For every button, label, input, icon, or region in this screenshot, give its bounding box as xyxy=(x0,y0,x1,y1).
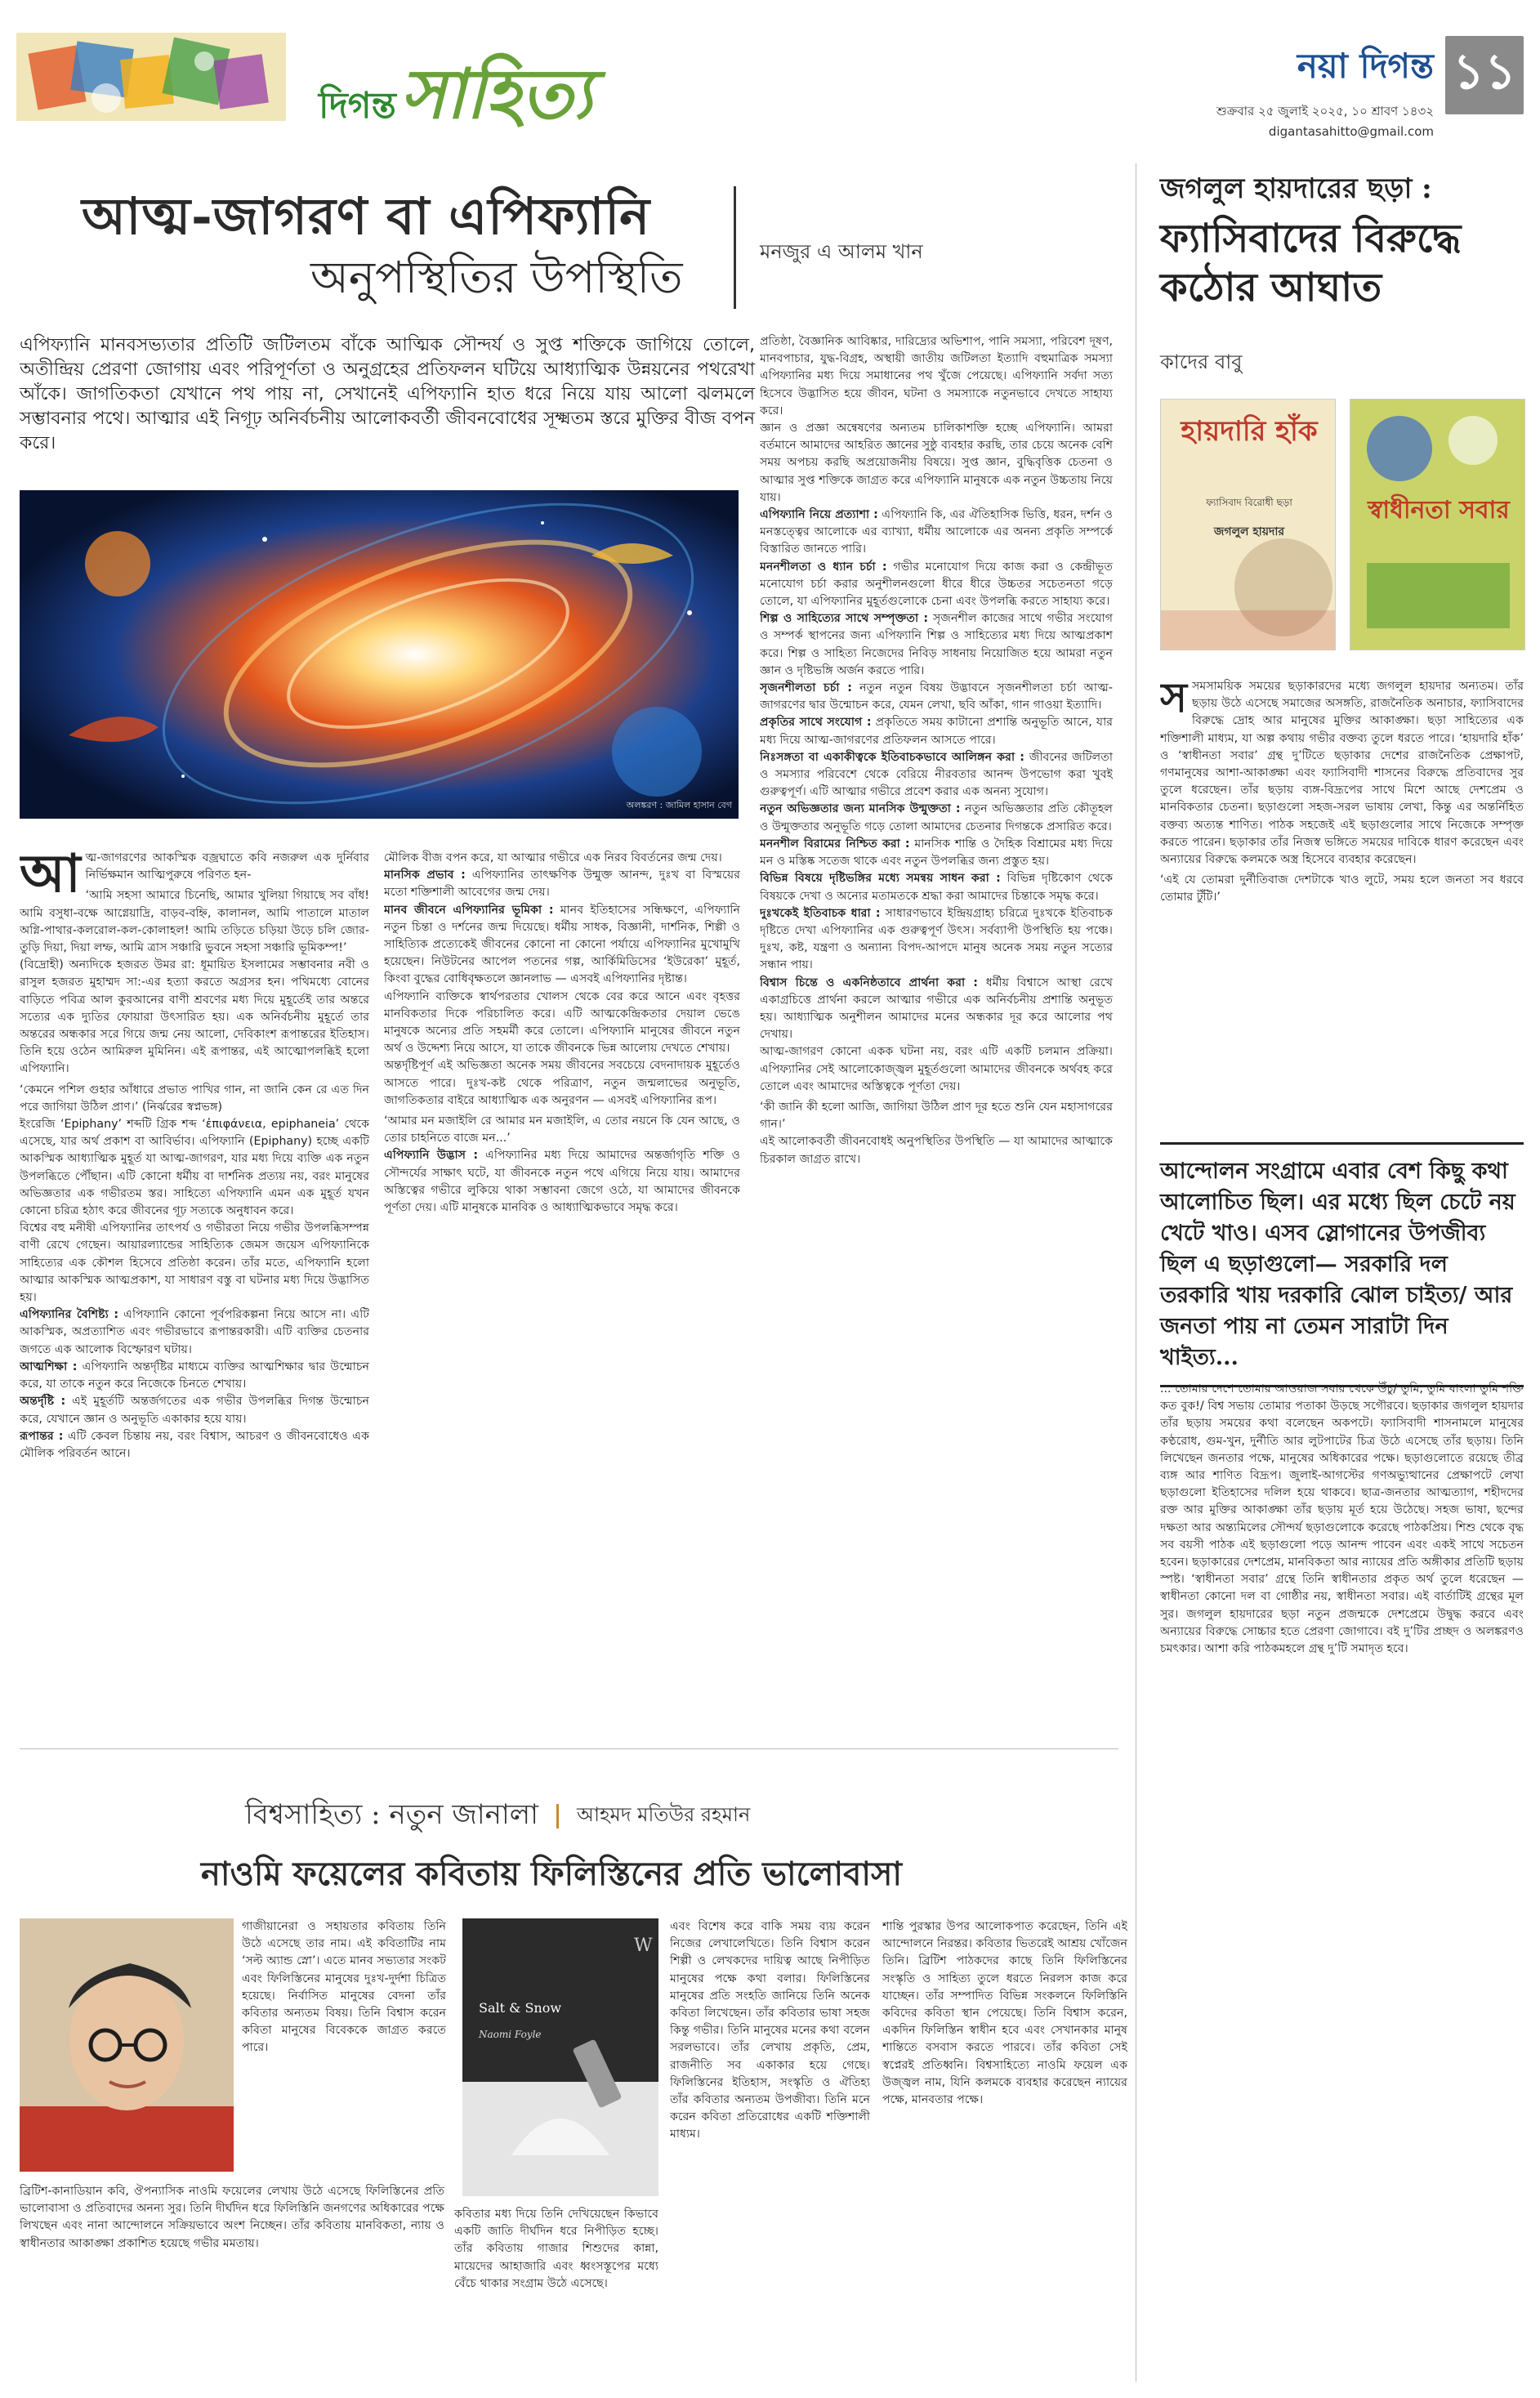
world-lit-column-4: শান্তি পুরস্কার উপর আলোকপাত করেছেন, তিনি এই আন্দোলনে নিরন্তর। কবিতার ভিতরেই আশ্রয় খোঁজেন তিনি। ব্রিটিশ পাঠকদের কাছে তিনি ফিলিস্তিনের সংস্কৃতি ও সাহিত্য তুলে ধরতে নিরলস কাজ করে যাচ্ছেন। তাঁর সম্পাদিত বিভিন্ন সংকলনে ফিলিস্তিনি কবিদের কবিতা স্থান পেয়েছে। তিনি বিশ্বাস করেন, একদিন ফিলিস্তিন স্বাধীন হবে এবং সেখানকার মানুষ শান্তিতে বসবাস করতে পারবে। তাঁর কবিতা সেই স্বপ্নেরই প্রতিধ্বনি। বিশ্বসাহিত্যে নাওমি ফয়েল এক উজ্জ্বল নাম, যিনি কলমকে ব্যবহার করেছেন ন্যায়ের পক্ষে, মানবতার পক্ষে। xyxy=(882,1920,1127,2107)
paragraph: এটি কেবল চিন্তায় নয়, বরং বিশ্বাস, আচরণ ও জীবনবোধেও এক মৌলিক পরিবর্তন আনে। xyxy=(20,1429,369,1460)
section-logo-prefix: দিগন্ত xyxy=(319,85,396,127)
subheading: এপিফ্যানি উদ্ভাস : xyxy=(384,1149,479,1163)
subheading: রূপান্তর : xyxy=(20,1429,64,1443)
paragraph: এই আলোকবর্তী জীবনবোধই অনুপস্থিতির উপস্থিতি — যা আমাদের আত্মাকে চিরকাল জাগ্রত রাখে। xyxy=(760,1135,1113,1166)
subheading: বিভিন্ন বিষয়ে দৃষ্টিভঙ্গির মধ্যে সমন্বয় সাধন করা : xyxy=(760,872,1001,886)
subheading: প্রকৃতির সাথে সংযোগ : xyxy=(760,716,872,730)
paragraph: এপিফ্যানি ব্যক্তিকে স্বার্থপরতার খোলস থেকে বের করে আনে এবং বৃহত্তর মানবিকতার দিকে পরিচালিত করে। এটি আত্মকেন্দ্রিকতার দেয়াল ভেঙে মানুষকে অন্যের প্রতি সহমর্মী করে তোলে। এপিফ্যানি মানুষের জীবনে নতুন অর্থ ও উদ্দেশ্য নিয়ে আসে, যা তাকে জীবনকে ভিন্ন আলোয় দেখতে শেখায়। xyxy=(384,989,740,1056)
author-photo xyxy=(20,1918,234,2172)
paragraph: মানব ইতিহাসের সন্ধিক্ষণে, এপিফ্যানি নতুন চিন্তা ও দর্শনের জন্ম দিয়েছে। ধর্মীয় সাধক, বিজ্ঞানী, দার্শনিক, শিল্পী ও সাহিত্যিক প্রত্যেকেই জীবনের কোনো না কোনো পর্যায়ে এপিফ্যানির মুখোমুখি হয়েছেন। নিউটনের আপেল পতনের গল্প, আর্কিমিডিসের ‘ইউরেকা’ মুহূর্ত, কিংবা বুদ্ধের বোধিবৃক্ষতলে জ্ঞানলাভ — এসবই এপিফ্যানির দৃষ্টান্ত। xyxy=(384,903,740,986)
paragraph: ত্ম-জাগরণের আকস্মিক বজ্রঘাতে কবি নজরুল এক দুর্নিবার নির্ভিক্ষমান আত্মিপুরুষে পরিণত হন- xyxy=(85,851,369,882)
svg-text:W: W xyxy=(634,1936,653,1956)
masthead xyxy=(16,33,1524,139)
paragraph: বিভিন্ন দৃষ্টিকোণ থেকে বিষয়কে দেখা ও অন্যের মতামতকে শ্রদ্ধা করা আমাদের চিন্তাকে সমৃদ্ধ করে। xyxy=(760,872,1113,903)
review-body-1 xyxy=(1160,678,1524,1119)
lead-author: মনজুর এ আলম খান xyxy=(760,240,923,263)
book-title: স্বাধীনতা সবার xyxy=(1368,496,1510,525)
poem-quote: ‘আমি সহসা আমারে চিনেছি, আমার খুলিয়া গিয়াছে সব বাঁধ! আমি বসুধা-বক্ষে আগ্নেয়াদ্রি, বাড়ব-বহ্নি, কালানল, আমি পাতালে মাতাল অগ্নি-পাথার-কলরোল-কল-কোলাহল! আমি তড়িতে চড়িয়া উড়ে চলি জোর-তুড়ি দিয়া, দিয়া লম্ফ, আমি ত্রাস সঞ্চারি ভুবনে সহসা সঞ্চারি ভূমিকম্প!’ xyxy=(20,889,369,955)
page-number: ১১ xyxy=(1445,36,1524,114)
paragraph: নতুন নতুন বিষয় উদ্ভাবনে সৃজনশীলতা চর্চা আত্ম-জাগরণের দ্বার উন্মোচন করে, যেমন লেখা, ছবি আঁকা, গান গাওয়া ইত্যাদি। xyxy=(760,681,1113,712)
lead-column-1 xyxy=(20,850,369,1728)
paragraph: প্রতিষ্ঠা, বৈজ্ঞানিক আবিষ্কার, দারিদ্র্যের অভিশাপ, পানি সমস্যা, পরিবেশ দূষণ, মানবপাচার, যুদ্ধ-বিগ্রহ, অস্থায়ী জাতীয় জটিলতা ইত্যাদি বহুমাত্রিক সমস্যা এপিফ্যানির মধ্য দিয়ে সমাধানের পথ খুঁজে পেয়েছে। এপিফ্যানি সর্বদা সত্য হিসেবে উদ্ভাসিত হয়ে জীবন, ঘটনা ও সমস্যাকে নতুনভাবে দেখতে সাহায্য করে। xyxy=(760,335,1113,418)
book-title: Salt & Snow xyxy=(479,2000,562,2016)
drop-cap: আ xyxy=(20,850,81,904)
book-subtitle: ফ্যাসিবাদ বিরোধী ছড়া xyxy=(1206,497,1292,508)
paragraph: এপিফ্যানি অন্তর্দৃষ্টির মাধ্যমে ব্যক্তির আত্মশিক্ষার দ্বার উন্মোচন করে, যা তাকে নতুন করে নিজেকে চিনতে শেখায়। xyxy=(20,1360,369,1391)
paragraph: ইংরেজি ‘Epiphany’ শব্দটি গ্রিক শব্দ ‘ἐπιφάνεια, epiphaneia’ থেকে এসেছে, যার অর্থ প্রকাশ বা আবির্ভাব। এপিফ্যানি (Epiphany) হচ্ছে একটি আকস্মিক আধ্যাত্মিক মুহূর্ত যা আত্ম-জাগরণ, যার মধ্য দিয়ে ব্যক্তি এক নতুন উপলব্ধিতে পৌঁছান। এটি কোনো ধর্মীয় বা দার্শনিক প্রত্যয় নয়, বরং মানুষের অভিজ্ঞতার এক গভীরতম স্তর। সাহিত্যে এপিফ্যানি এমন এক মুহূর্ত যখন কোনো চরিত্র হঠাৎ করে জীবনের গূঢ় সত্যকে অনুধাবন করে। xyxy=(20,1118,369,1218)
section-logo-main: সাহিত্য xyxy=(400,53,593,134)
world-lit-author: আহমদ মতিউর রহমান xyxy=(576,1803,751,1826)
paragraph: এই মুহূর্তটি অন্তর্জগতের এক গভীর উপলব্ধির দিগন্ত উন্মোচন করে, যেখানে জ্ঞান ও অনুভূতি একাকার হয়ে যায়। xyxy=(20,1395,369,1426)
paragraph: এপিফ্যানি কোনো পূর্বপরিকল্পনা নিয়ে আসে না। এটি আকস্মিক, অপ্রত্যাশিত এবং গভীরভাবে রূপান্তরকারী। এটি ব্যক্তির চেতনার জগতে এক আলোক বিস্ফোরণ ঘটায়। xyxy=(20,1308,369,1356)
paragraph: গভীর মনোযোগ দিয়ে কাজ করা ও কেন্দ্রীভূত মনোযোগ চর্চা করার অনুশীলনগুলো ধীরে ধীরে উচ্চতর সচেতনতা গড়ে তোলে, যা এপিফ্যানির মুহূর্তগুলোকে চেনা এবং উপলব্ধি করতে সাহায্য করে। xyxy=(760,560,1113,609)
subheading: শিল্প ও সাহিত্যের সাথে সম্পৃক্ততা : xyxy=(760,612,929,626)
drop-cap: স xyxy=(1160,678,1188,721)
world-lit-column-2: গাজীয়ানেরা ও সহায়তার কবিতায় তিনি উঠে এসেছে তার নাম। এই কবিতাটির নাম ‘সল্ট অ্যান্ড স্নো’। এতে মানব সভ্যতার সংকট এবং ফিলিস্তিনের মানুষের দুঃখ-দুর্দশা চিত্রিত হয়েছে। নির্বাসিত মানুষের বেদনা তাঁর কবিতার অন্যতম বিষয়। তিনি বিশ্বাস করেন কবিতা মানুষের বিবেককে জাগ্রত করতে পারে। xyxy=(242,1920,446,2055)
review-body-2 xyxy=(1160,1381,1524,2382)
book-cover-swadhinata-sobar xyxy=(1350,399,1525,650)
book-author: Naomi Foyle xyxy=(479,2029,542,2040)
subheading: নিঃসঙ্গতা বা একাকীত্বকে ইতিবাচকভাবে আলিঙ্গন করা : xyxy=(760,750,1024,764)
section-banner-art xyxy=(16,33,286,121)
world-lit-column-3: এবং বিশেষ করে বাকি সময় ব্যয় করেন নিজের লেখালেখিতে। তিনি বিশ্বাস করেন শিল্পী ও লেখকদের দায়িত্ব আছে নিপীড়িত মানুষের পক্ষে কথা বলার। ফিলিস্তিনের মানুষের প্রতি সংহতি জানিয়ে তিনি অনেক কবিতা লিখেছেন। তাঁর কবিতার ভাষা সহজ কিন্তু গভীর। তিনি মানুষের মনের কথা বলেন সরলভাবে। তাঁর লেখায় প্রকৃতি, প্রেম, রাজনীতি সব একাকার হয়ে গেছে। ফিলিস্তিনের ইতিহাস, সংস্কৃতি ও ঐতিহ্য তাঁর কবিতার অন্যতম উপজীব্য। তিনি মনে করেন কবিতা প্রতিরোধের একটি শক্তিশালী মাধ্যম। xyxy=(670,1920,870,2141)
paragraph: জীবনের জটিলতা ও সমস্যার পরিবেশে থেকে বেরিয়ে নীরবতার আনন্দ উপভোগ করা খুবই গুরুত্বপূর্ণ। এটি আত্মার গভীরে প্রবেশ করার এক অনন্য সুযোগ। xyxy=(760,750,1113,799)
world-lit-kicker xyxy=(245,1793,750,1840)
world-lit-column-2b: কবিতার মধ্য দিয়ে তিনি দেখিয়েছেন কিভাবে একটি জাতি দীর্ঘদিন ধরে নিপীড়িত হচ্ছে। তাঁর কবিতায় গাজার শিশুদের কান্না, মায়েদের আহাজারি এবং ধ্বংসস্তূপের মধ্যে বেঁচে থাকার সংগ্রাম উঠে এসেছে। xyxy=(454,2208,658,2290)
lead-title-divider xyxy=(734,186,736,309)
section-email: digantasahitto@gmail.com xyxy=(1268,124,1434,139)
book-cover-salt-snow xyxy=(462,1918,658,2196)
paragraph: জ্ঞান ও প্রজ্ঞা অন্বেষণের অন্যতম চালিকাশক্তি হচ্ছে এপিফ্যানি। আমরা বর্তমানে আমাদের আহরিত জ্ঞানের সুষ্ঠু ব্যবহার করছি, তার চেয়ে অনেক বেশি সময় অপচয় করছি অপ্রয়োজনীয় বিষয়ে। সুপ্ত জ্ঞান, বুদ্ধিবৃত্তিক চেতনা ও আত্মার সুপ্ত শক্তিকে জাগ্রত করে এপিফ্যানি মানুষকে এক নতুন উচ্চতায় নিয়ে যায়। xyxy=(760,422,1113,504)
paragraph: এপিফ্যানির তাৎক্ষণিক উন্মুক্ত আনন্দ, দুঃখ বা বিস্ময়ের মতো শক্তিশালী আবেগের জন্ম দেয়। xyxy=(384,869,740,900)
paragraph: সৃজনশীল কাজের সাথে গভীর সংযোগ ও সম্পর্ক স্থাপনের জন্য এপিফ্যানি শিল্প ও সাহিত্যের মধ্য দিয়ে আত্মপ্রকাশ করে। শিল্প ও সাহিত্য নিজেদের নিবিড় সাধনায় নিয়োজিত হয়ে আমরা নতুন জ্ঞান ও দৃষ্টিভঙ্গি অর্জন করতে পারি। xyxy=(760,612,1113,677)
subheading: মননশীলতা ও ধ্যান চর্চা : xyxy=(760,560,887,574)
subheading: এপিফ্যানির বৈশিষ্ট্য : xyxy=(20,1308,118,1322)
paragraph: মানসিক শান্তি ও দৈহিক বিশ্রামের মধ্য দিয়ে মন ও মস্তিষ্ক সতেজ থাকে এবং নতুন উপলব্ধির জন্য প্রস্তুত হয়। xyxy=(760,837,1113,869)
paragraph: (বিদ্রোহী) অন্যদিকে হজরত উমর রা: ধূমায়িত ইসলামের সম্ভাবনার নবী ও রাসুল হজরত মুহাম্মদ সা:-এর হত্যা করতে অগ্রসর হন। পথিমধ্যে বোনের বাড়িতে পবিত্র আল কুরআনের বাণী শ্রবণের মধ্য দিয়ে মুহূর্তেই তার অন্তরে সত্যের এক দ্যুতির ফোয়ারা উৎসারিত হয়। এক অনির্বচনীয় মুহূর্তে তার অন্তরের অন্ধকার সরে গিয়ে জন্ম নেয় আলো, দেবিকাংশ রূপান্তরের ইতিহাস। তিনি হয়ে ওঠেন আমিরুল মুমিনিন। এই রূপান্তর, এই আত্মোপলব্ধিই হলো এপিফ্যানি। xyxy=(20,958,369,1076)
issue-date: শুক্রবার ২৫ জুলাই ২০২৫, ১০ শ্রাবণ ১৪৩২ xyxy=(1216,104,1434,118)
paragraph: আত্ম-জাগরণ কোনো একক ঘটনা নয়, বরং এটি একটি চলমান প্রক্রিয়া। এপিফ্যানির সেই আলোকোজ্জ্বল মুহূর্তগুলো আমাদের জীবনকে অর্থবহ করে তোলে এবং আমাদের অস্তিত্বকে পূর্ণতা দেয়। xyxy=(760,1045,1113,1093)
paragraph: ধর্মীয় বিশ্বাসে আস্থা রেখে একাগ্রচিত্তে প্রার্থনা করলে আত্মার গভীরে এক অনির্বচনীয় প্রশান্তি অনুভূত হয়। আধ্যাত্মিক অনুশীলন আমাদের মনের অন্ধকার দূর করে আলোর পথ দেখায়। xyxy=(760,976,1113,1042)
poem-quote: ‘কেমনে পশিল গুহার আঁধারে প্রভাত পাখির গান, না জানি কেন রে এত দিন পরে জাগিয়া উঠিল প্রাণ।’ (নির্ঝরের স্বপ্নভঙ্গ) xyxy=(20,1083,369,1114)
review-kicker: জগলুল হায়দারের ছড়া : xyxy=(1160,172,1432,205)
paragraph: সমসাময়িক সময়ের ছড়াকারদের মধ্যে জগলুল হায়দার অন্যতম। তাঁর ছড়ায় উঠে এসেছে সমাজের অসঙ্গতি, রাজনৈতিক অনাচার, ফ্যাসিবাদের বিরুদ্ধে দ্রোহ আর মানুষের মুক্তির আকাঙ্ক্ষা। ছড়া সাহিত্যের এক শক্তিশালী মাধ্যম, যা অল্প কথায় গভীর বক্তব্য তুলে ধরতে পারে। ‘হায়দারি হাঁক’ ও ‘স্বাধীনতা সবার’ গ্রন্থ দু’টিতে ছড়াকার দেশের রাজনৈতিক প্রেক্ষাপট, গণমানুষের আশা-আকাঙ্ক্ষা এবং ফ্যাসিবাদী শাসনের বিরুদ্ধে প্রতিবাদের সুর তুলে ধরেছেন। তাঁর ছড়ায় ব্যঙ্গ-বিদ্রূপের সাথে মিশে আছে দেশপ্রেম ও মানবিকতার চেতনা। ছড়াগুলো সহজ-সরল ভাষায় লেখা, কিন্তু এর অন্তর্নিহিত বক্তব্য অত্যন্ত শাণিত। পাঠক সহজেই এই ছড়াগুলোর সাথে নিজেকে সম্পৃক্ত করতে পারেন। ছড়াকার তাঁর নিজস্ব ভঙ্গিতে সময়ের দাবিকে ধারণ করেছেন এবং অন্যায়ের বিরুদ্ধে কলমকে অস্ত্র হিসেবে ব্যবহার করেছেন। xyxy=(1160,680,1524,867)
paper-name: নয়া দিগন্ত xyxy=(1297,46,1434,86)
paragraph: এপিফ্যানির মধ্য দিয়ে আমাদের অন্তর্জাগৃতি শক্তি ও সৌন্দর্যের সাক্ষাৎ ঘটে, যা জীবনকে নতুন পথে এগিয়ে নিয়ে যায়। আমাদের অস্তিত্বের গভীরে লুকিয়ে থাকা সম্ভাবনা জেগে ওঠে, যা আমাদের জীবনকে পূর্ণতা দেয়। এটি মানুষকে মানবিক ও আধ্যাত্মিকভাবে সমৃদ্ধ করে। xyxy=(384,1149,740,1215)
poem-quote: ‘কী জানি কী হলো আজি, জাগিয়া উঠিল প্রাণ দূর হতে শুনি যেন মহাসাগরের গান।’ xyxy=(760,1100,1113,1132)
lead-title-line2: অনুপস্থিতির উপস্থিতি xyxy=(310,252,683,303)
world-lit-title: নাওমি ফয়েলের কবিতায় ফিলিস্তিনের প্রতি ভালোবাসা xyxy=(201,1855,902,1893)
book-title: হায়দারি হাঁক xyxy=(1181,415,1318,448)
subheading: নতুন অভিজ্ঞতার জন্য মানসিক উন্মুক্ততা : xyxy=(760,802,961,816)
paragraph: বিশ্বের বহু মনীষী এপিফ্যানির তাৎপর্য ও গভীরতা নিয়ে গভীর উপলব্ধিসম্পন্ন বাণী রেখে গেছেন। আয়ারল্যান্ডের সাহিত্যিক জেমস জয়েস এপিফ্যানিকে সাহিত্যের এক কৌশল হিসেবে প্রতিষ্ঠা করেন। তাঁর মতে, এপিফ্যানি হলো আত্মার আকস্মিক আত্মপ্রকাশ, যা সাধারণ বস্তু বা ঘটনার মধ্য দিয়ে উদ্ভাসিত হয়। xyxy=(20,1221,369,1305)
paper-info xyxy=(1216,39,1434,139)
paragraph: এপিফ্যানি কি, এর ঐতিহাসিক ভিত্তি, ধরন, দর্শন ও মনস্তত্ত্বের আলোকে এর ব্যাখ্যা, ধর্মীয় আলোকে এর অনন্য প্রকৃতি সম্পর্কে বিস্তারিত জানতে পারি। xyxy=(760,508,1113,556)
poem-quote: ‘এই যে তোমরা দুর্নীতিবাজ দেশটাকে খাও লুটে, সময় হলে জনতা সব ধরবে তোমার টুঁটি।’ xyxy=(1160,873,1524,904)
section-divider xyxy=(20,1748,1118,1749)
kicker-divider xyxy=(556,1804,559,1829)
subheading: মানসিক প্রভাব : xyxy=(384,869,466,882)
subheading: আত্মশিক্ষা : xyxy=(20,1360,78,1373)
illustration-caption: অলঙ্করণ : জামিল হাসান বেগ xyxy=(626,800,732,810)
lead-illustration xyxy=(20,490,739,819)
paragraph: প্রকৃতিতে সময় কাটানো প্রশান্তি অনুভূতি আনে, যার মধ্য দিয়ে আত্ম-জাগরণের প্রতিফলন আসতে পারে। xyxy=(760,716,1113,747)
section-logo xyxy=(319,41,592,156)
subheading: বিশ্বাস চিন্তে ও একনিষ্ঠতাবে প্রার্থনা করা : xyxy=(760,976,978,989)
world-lit-kicker-label: বিশ্বসাহিত্য : নতুন জানালা xyxy=(245,1798,538,1831)
poem-quote: ‘আমার মন মজাইলি রে আমার মন মজাইলি, এ তোর নয়নে কি যেন আছে, ও তোর চাহনিতে বাজে মন...’ xyxy=(384,1114,740,1145)
subheading: অন্তর্দৃষ্টি : xyxy=(20,1395,66,1409)
subheading: মননশীল বিরামের নিশ্চিত করা : xyxy=(760,837,910,851)
lead-column-3 xyxy=(760,333,1113,1728)
subheading: সৃজনশীলতা চর্চা : xyxy=(760,681,852,695)
lead-column-2 xyxy=(384,850,740,1728)
book-cover-haydari-hank xyxy=(1160,399,1336,650)
paragraph: নতুন অভিজ্ঞতার প্রতি কৌতূহল ও উন্মুক্ততার অনুভূতি গড়ে তোলা আমাদের চেতনার দিগন্তকে প্রসারিত করে। xyxy=(760,802,1113,833)
subheading: এপিফ্যানি নিয়ে প্রত্যাশা : xyxy=(760,508,878,522)
book-author: জগলুল হায়দার xyxy=(1213,525,1285,538)
world-lit-column-1: ব্রিটিশ-কানাডিয়ান কবি, ঔপন্যাসিক নাওমি ফয়েলের লেখায় উঠে এসেছে ফিলিস্তিনের প্রতি ভালোবাসা ও প্রতিবাদের অনন্য সুর। তিনি দীর্ঘদিন ধরে ফিলিস্তিনি জনগণের অধিকারের পক্ষে লিখছেন এবং নানা আন্দোলনে সক্রিয়ভাবে অংশ নিচ্ছেন। তাঁর কবিতায় মানবিকতা, ন্যায় ও স্বাধীনতার আকাঙ্ক্ষা প্রকাশিত হয়েছে গভীর মমতায়। xyxy=(20,2185,444,2250)
paragraph: অন্তর্দৃষ্টিপূর্ণ এই অভিজ্ঞতা অনেক সময় জীবনের সবচেয়ে বেদনাদায়ক মুহূর্তেও আসতে পারে। দুঃখ-কষ্ট থেকে পরিত্রাণ, নতুন জন্মলাভের অনুভূতি, জাগতিকতার বাইরে আধ্যাত্মিক এক অনুরণন — এসবই এপিফ্যানির রূপ। xyxy=(384,1059,740,1107)
pull-quote: আন্দোলন সংগ্রামে এবার বেশ কিছু কথা আলোচিত ছিল। এর মধ্যে ছিল চেটে নয় খেটে খাও। এসব স্লোগানের উপজীব্য ছিল এ ছড়াগুলো— সরকারি দল তরকারি খায় দরকারি ঝোল চাইত্য/ আর জনতা পায় না তেমন সারাটা দিন খাইত্য... xyxy=(1160,1142,1524,1387)
paragraph: ... তোমার দেশে তোমার আওয়াজ সবার থেকে উঁচু/ তুমি, তুমি বাংলা তুমি শক্তি কত বুক!/ বিশ্ব সভায় তোমার পতাকা উড়ছে সগৌরবে। ছড়াকার জগলুল হায়দার তাঁর ছড়ায় সময়ের কথা বলেছেন অকপটে। ফ্যাসিবাদী শাসনামলে মানুষের কণ্ঠরোধ, গুম-খুন, দুর্নীতি আর লুটপাটের চিত্র উঠে এসেছে তাঁর ছড়ায়। তিনি লিখেছেন জনতার পক্ষে, মানুষের অধিকারের পক্ষে। ছড়াগুলোতে রয়েছে তীব্র ব্যঙ্গ আর শাণিত বিদ্রূপ। জুলাই-আগস্টের গণঅভ্যুত্থানের প্রেক্ষাপটে লেখা ছড়াগুলো ইতিহাসের দলিল হয়ে থাকবে। ছাত্র-জনতার আত্মত্যাগ, শহীদদের রক্ত আর মুক্তির আকাঙ্ক্ষা তাঁর ছড়ায় মূর্ত হয়ে উঠেছে। সহজ ভাষা, ছন্দের দক্ষতা আর অন্ত্যমিলের সৌন্দর্য ছড়াগুলোকে করেছে পাঠকপ্রিয়। শিশু থেকে বৃদ্ধ সব বয়সী পাঠক এই ছড়াগুলো পড়ে আনন্দ পাবেন এবং একই সাথে সচেতন হবেন। ছড়াকারের দেশপ্রেম, মানবিকতা আর ন্যায়ের প্রতি অঙ্গীকার প্রতিটি ছড়ায় স্পষ্ট। ‘স্বাধীনতা সবার’ গ্রন্থে তিনি স্বাধীনতার প্রকৃত অর্থ তুলে ধরেছেন — স্বাধীনতা কোনো দল বা গোষ্ঠীর নয়, স্বাধীনতা সবার। এই বার্তাটিই গ্রন্থের মূল সুর। জগলুল হায়দারের ছড়া নতুন প্রজন্মকে দেশপ্রেমে উদ্বুদ্ধ করবে এবং অন্যায়ের বিরুদ্ধে সোচ্চার হতে প্রেরণা জোগাবে। বই দু’টির প্রচ্ছদ ও অলঙ্করণও চমৎকার। আশা করি পাঠকমহলে গ্রন্থ দু’টি সমাদৃত হবে। xyxy=(1160,1382,1524,1656)
lead-title-line1: আত্ম-জাগরণ বা এপিফ্যানি xyxy=(82,186,651,246)
paragraph: মৌলিক বীজ বপন করে, যা আত্মার গভীরে এক নিরব বিবর্তনের জন্ম দেয়। xyxy=(384,851,722,864)
lead-intro: এপিফ্যানি মানবসভ্যতার প্রতিটি জটিলতম বাঁকে আত্মিক সৌন্দর্য ও সুপ্ত শক্তিকে জাগিয়ে তোলে, অতীন্দ্রিয় প্রেরণা জোগায় এবং পরিপূর্ণতা ও অনুগ্রহের প্রতিফলন ঘটিয়ে আধ্যাত্মিক উন্নয়নের পথরেখা আঁকে। জাগতিকতা যেখানে পথ পায় না, সেখানেই এপিফ্যানি হাত ধরে নিয়ে যায় আলো ঝলমলে সম্ভাবনার পথে। আত্মার এই নিগূঢ় অনির্বচনীয় আলোকবর্তী জীবনবোধের সূক্ষ্মতম স্তরে মুক্তির বীজ বপন করে। xyxy=(20,335,755,453)
subheading: দুঃখকেই ইতিবাচক ধারা : xyxy=(760,906,881,920)
subheading: মানব জীবনে এপিফ্যানির ভূমিকা : xyxy=(384,903,554,917)
review-title: ফ্যাসিবাদের বিরুদ্ধে কঠোর আঘাত xyxy=(1160,216,1462,310)
review-author: কাদের বাবু xyxy=(1160,351,1243,373)
paragraph: সাধারণভাবে ইন্দ্রিয়গ্রাহ্য চরিত্রে দুঃখকে ইতিবাচক দৃষ্টিতে দেখা এপিফ্যানির এক গুরুত্বপূর্ণ উৎস। সর্বব্যাপী উপস্থিতি হয় পঞ্চে। দুঃখ, কষ্ট, যন্ত্রণা ও অন্যান্য বিপদ-আপদে মানুষ অনেক সময় নতুন সত্যের সন্ধান পায়। xyxy=(760,906,1113,972)
